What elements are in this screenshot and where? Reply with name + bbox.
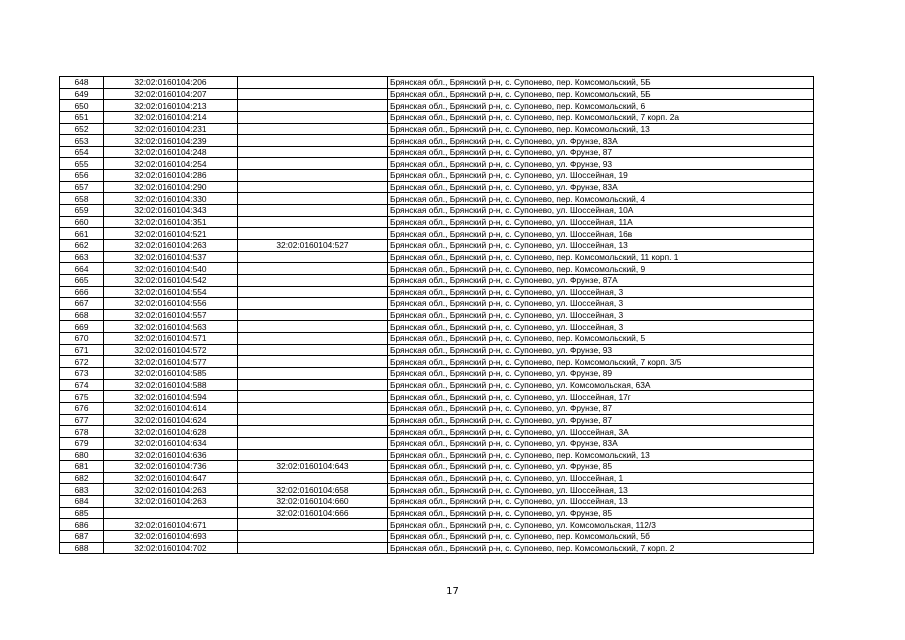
- address-cell: Брянская обл., Брянский р-н, с. Супонево, ул. Шоссейная, 19: [388, 170, 814, 182]
- row-number-cell: 678: [60, 426, 104, 438]
- parent-cadastral-number-cell: [238, 263, 388, 275]
- row-number-cell: 668: [60, 309, 104, 321]
- address-cell: Брянская обл., Брянский р-н, с. Супонево, пер. Комсомольский, 9: [388, 263, 814, 275]
- row-number-cell: 673: [60, 368, 104, 380]
- cadastral-number-cell: 32:02:0160104:594: [104, 391, 238, 403]
- cadastral-number-cell: 32:02:0160104:624: [104, 414, 238, 426]
- cadastral-table: [59, 76, 814, 554]
- table-row: [60, 402, 814, 414]
- row-number-cell: 659: [60, 205, 104, 217]
- address-cell: Брянская обл., Брянский р-н, с. Супонево, пер. Комсомольский, 7 корп. 2: [388, 542, 814, 554]
- cadastral-number-cell: 32:02:0160104:736: [104, 461, 238, 473]
- cadastral-number-cell: 32:02:0160104:693: [104, 530, 238, 542]
- cadastral-number-cell: 32:02:0160104:671: [104, 519, 238, 531]
- address-cell: Брянская обл., Брянский р-н, с. Супонево, ул. Фрунзе, 85: [388, 507, 814, 519]
- address-cell: Брянская обл., Брянский р-н, с. Супонево, пер. Комсомольский, 7 корп. 3/5: [388, 356, 814, 368]
- row-number-cell: 675: [60, 391, 104, 403]
- cadastral-number-cell: 32:02:0160104:213: [104, 100, 238, 112]
- row-number-cell: 656: [60, 170, 104, 182]
- row-number-cell: 679: [60, 437, 104, 449]
- parent-cadastral-number-cell: [238, 309, 388, 321]
- page-number: 17: [446, 586, 459, 597]
- parent-cadastral-number-cell: [238, 170, 388, 182]
- address-cell: Брянская обл., Брянский р-н, с. Супонево, ул. Фрунзе, 93: [388, 158, 814, 170]
- table-row: [60, 333, 814, 345]
- table-row: [60, 216, 814, 228]
- parent-cadastral-number-cell: [238, 146, 388, 158]
- table-row: [60, 77, 814, 89]
- parent-cadastral-number-cell: [238, 519, 388, 531]
- row-number-cell: 676: [60, 402, 104, 414]
- cadastral-number-cell: 32:02:0160104:577: [104, 356, 238, 368]
- address-cell: Брянская обл., Брянский р-н, с. Супонево, ул. Шоссейная, 17г: [388, 391, 814, 403]
- row-number-cell: 658: [60, 193, 104, 205]
- cadastral-number-cell: 32:02:0160104:585: [104, 368, 238, 380]
- address-cell: Брянская обл., Брянский р-н, с. Супонево, ул. Фрунзе, 87А: [388, 274, 814, 286]
- address-cell: Брянская обл., Брянский р-н, с. Супонево, ул. Шоссейная, 3: [388, 298, 814, 310]
- address-cell: Брянская обл., Брянский р-н, с. Супонево, ул. Шоссейная, 10А: [388, 205, 814, 217]
- cadastral-number-cell: 32:02:0160104:634: [104, 437, 238, 449]
- row-number-cell: 688: [60, 542, 104, 554]
- parent-cadastral-number-cell: [238, 402, 388, 414]
- table-row: [60, 263, 814, 275]
- address-cell: Брянская обл., Брянский р-н, с. Супонево, ул. Комсомольская, 63А: [388, 379, 814, 391]
- cadastral-number-cell: 32:02:0160104:263: [104, 484, 238, 496]
- row-number-cell: 652: [60, 123, 104, 135]
- parent-cadastral-number-cell: [238, 123, 388, 135]
- parent-cadastral-number-cell: [238, 391, 388, 403]
- table-row: [60, 135, 814, 147]
- row-number-cell: 669: [60, 321, 104, 333]
- parent-cadastral-number-cell: [238, 77, 388, 89]
- cadastral-number-cell: 32:02:0160104:588: [104, 379, 238, 391]
- table-row: [60, 309, 814, 321]
- address-cell: Брянская обл., Брянский р-н, с. Супонево, ул. Шоссейная, 13: [388, 496, 814, 508]
- address-cell: Брянская обл., Брянский р-н, с. Супонево, ул. Фрунзе, 93: [388, 344, 814, 356]
- address-cell: Брянская обл., Брянский р-н, с. Супонево, ул. Шоссейная, 16в: [388, 228, 814, 240]
- address-cell: Брянская обл., Брянский р-н, с. Супонево, пер. Комсомольский, 5Б: [388, 88, 814, 100]
- row-number-cell: 664: [60, 263, 104, 275]
- parent-cadastral-number-cell: 32:02:0160104:658: [238, 484, 388, 496]
- cadastral-number-cell: 32:02:0160104:263: [104, 239, 238, 251]
- table-row: [60, 391, 814, 403]
- address-cell: Брянская обл., Брянский р-н, с. Супонево, пер. Комсомольский, 11 корп. 1: [388, 251, 814, 263]
- table-row: [60, 239, 814, 251]
- row-number-cell: 667: [60, 298, 104, 310]
- table-row: [60, 298, 814, 310]
- cadastral-number-cell: 32:02:0160104:343: [104, 205, 238, 217]
- cadastral-number-cell: [104, 507, 238, 519]
- cadastral-number-cell: 32:02:0160104:563: [104, 321, 238, 333]
- parent-cadastral-number-cell: 32:02:0160104:643: [238, 461, 388, 473]
- parent-cadastral-number-cell: [238, 251, 388, 263]
- cadastral-number-cell: 32:02:0160104:290: [104, 181, 238, 193]
- table-row: [60, 530, 814, 542]
- table-row: [60, 321, 814, 333]
- address-cell: Брянская обл., Брянский р-н, с. Супонево, ул. Фрунзе, 85: [388, 461, 814, 473]
- address-cell: Брянская обл., Брянский р-н, с. Супонево, пер. Комсомольский, 13: [388, 123, 814, 135]
- row-number-cell: 660: [60, 216, 104, 228]
- cadastral-number-cell: 32:02:0160104:540: [104, 263, 238, 275]
- table-row: [60, 274, 814, 286]
- address-cell: Брянская обл., Брянский р-н, с. Супонево, ул. Фрунзе, 89: [388, 368, 814, 380]
- address-cell: Брянская обл., Брянский р-н, с. Супонево, ул. Шоссейная, 13: [388, 239, 814, 251]
- table-row: [60, 170, 814, 182]
- parent-cadastral-number-cell: [238, 542, 388, 554]
- parent-cadastral-number-cell: [238, 228, 388, 240]
- table-row: [60, 484, 814, 496]
- address-cell: Брянская обл., Брянский р-н, с. Супонево, ул. Шоссейная, 3: [388, 286, 814, 298]
- parent-cadastral-number-cell: 32:02:0160104:527: [238, 239, 388, 251]
- table-row: [60, 507, 814, 519]
- cadastral-number-cell: 32:02:0160104:206: [104, 77, 238, 89]
- cadastral-number-cell: 32:02:0160104:537: [104, 251, 238, 263]
- parent-cadastral-number-cell: [238, 274, 388, 286]
- row-number-cell: 648: [60, 77, 104, 89]
- address-cell: Брянская обл., Брянский р-н, с. Супонево, ул. Фрунзе, 83А: [388, 135, 814, 147]
- row-number-cell: 684: [60, 496, 104, 508]
- row-number-cell: 680: [60, 449, 104, 461]
- row-number-cell: 657: [60, 181, 104, 193]
- table-row: [60, 414, 814, 426]
- parent-cadastral-number-cell: [238, 100, 388, 112]
- address-cell: Брянская обл., Брянский р-н, с. Супонево, ул. Шоссейная, 3А: [388, 426, 814, 438]
- cadastral-number-cell: 32:02:0160104:248: [104, 146, 238, 158]
- row-number-cell: 674: [60, 379, 104, 391]
- table-row: [60, 286, 814, 298]
- row-number-cell: 670: [60, 333, 104, 345]
- address-cell: Брянская обл., Брянский р-н, с. Супонево, пер. Комсомольский, 7 корп. 2а: [388, 111, 814, 123]
- address-cell: Брянская обл., Брянский р-н, с. Супонево, ул. Шоссейная, 3: [388, 321, 814, 333]
- table-row: [60, 461, 814, 473]
- cadastral-number-cell: 32:02:0160104:239: [104, 135, 238, 147]
- address-cell: Брянская обл., Брянский р-н, с. Супонево, ул. Фрунзе, 87: [388, 146, 814, 158]
- row-number-cell: 655: [60, 158, 104, 170]
- parent-cadastral-number-cell: [238, 344, 388, 356]
- parent-cadastral-number-cell: [238, 321, 388, 333]
- cadastral-number-cell: 32:02:0160104:214: [104, 111, 238, 123]
- address-cell: Брянская обл., Брянский р-н, с. Супонево, пер. Комсомольский, 5б: [388, 530, 814, 542]
- table-row: [60, 344, 814, 356]
- cadastral-number-cell: 32:02:0160104:628: [104, 426, 238, 438]
- parent-cadastral-number-cell: [238, 414, 388, 426]
- parent-cadastral-number-cell: [238, 181, 388, 193]
- cadastral-number-cell: 32:02:0160104:521: [104, 228, 238, 240]
- row-number-cell: 650: [60, 100, 104, 112]
- table-row: [60, 251, 814, 263]
- cadastral-number-cell: 32:02:0160104:572: [104, 344, 238, 356]
- address-cell: Брянская обл., Брянский р-н, с. Супонево, ул. Фрунзе, 87: [388, 402, 814, 414]
- row-number-cell: 661: [60, 228, 104, 240]
- table-row: [60, 205, 814, 217]
- parent-cadastral-number-cell: [238, 286, 388, 298]
- cadastral-number-cell: 32:02:0160104:542: [104, 274, 238, 286]
- cadastral-number-cell: 32:02:0160104:254: [104, 158, 238, 170]
- address-cell: Брянская обл., Брянский р-н, с. Супонево, пер. Комсомольский, 13: [388, 449, 814, 461]
- parent-cadastral-number-cell: [238, 379, 388, 391]
- address-cell: Брянская обл., Брянский р-н, с. Супонево, ул. Фрунзе, 83А: [388, 181, 814, 193]
- table-row: [60, 542, 814, 554]
- row-number-cell: 672: [60, 356, 104, 368]
- row-number-cell: 683: [60, 484, 104, 496]
- row-number-cell: 686: [60, 519, 104, 531]
- address-cell: Брянская обл., Брянский р-н, с. Супонево, ул. Фрунзе, 87: [388, 414, 814, 426]
- parent-cadastral-number-cell: [238, 437, 388, 449]
- table-row: [60, 158, 814, 170]
- row-number-cell: 666: [60, 286, 104, 298]
- table-row: [60, 449, 814, 461]
- address-cell: Брянская обл., Брянский р-н, с. Супонево, ул. Шоссейная, 1: [388, 472, 814, 484]
- table-row: [60, 123, 814, 135]
- cadastral-number-cell: 32:02:0160104:263: [104, 496, 238, 508]
- parent-cadastral-number-cell: 32:02:0160104:660: [238, 496, 388, 508]
- parent-cadastral-number-cell: [238, 368, 388, 380]
- table-row: [60, 379, 814, 391]
- address-cell: Брянская обл., Брянский р-н, с. Супонево, ул. Комсомольская, 112/3: [388, 519, 814, 531]
- table-row: [60, 228, 814, 240]
- table-row: [60, 437, 814, 449]
- row-number-cell: 682: [60, 472, 104, 484]
- parent-cadastral-number-cell: [238, 449, 388, 461]
- parent-cadastral-number-cell: [238, 298, 388, 310]
- row-number-cell: 663: [60, 251, 104, 263]
- cadastral-number-cell: 32:02:0160104:647: [104, 472, 238, 484]
- cadastral-number-cell: 32:02:0160104:207: [104, 88, 238, 100]
- cadastral-number-cell: 32:02:0160104:702: [104, 542, 238, 554]
- cadastral-number-cell: 32:02:0160104:571: [104, 333, 238, 345]
- parent-cadastral-number-cell: [238, 530, 388, 542]
- address-cell: Брянская обл., Брянский р-н, с. Супонево, ул. Фрунзе, 83А: [388, 437, 814, 449]
- table-row: [60, 356, 814, 368]
- parent-cadastral-number-cell: 32:02:0160104:666: [238, 507, 388, 519]
- table-row: [60, 181, 814, 193]
- row-number-cell: 649: [60, 88, 104, 100]
- row-number-cell: 665: [60, 274, 104, 286]
- row-number-cell: 654: [60, 146, 104, 158]
- cadastral-number-cell: 32:02:0160104:231: [104, 123, 238, 135]
- table-row: [60, 146, 814, 158]
- address-cell: Брянская обл., Брянский р-н, с. Супонево, пер. Комсомольский, 4: [388, 193, 814, 205]
- address-cell: Брянская обл., Брянский р-н, с. Супонево, пер. Комсомольский, 6: [388, 100, 814, 112]
- row-number-cell: 671: [60, 344, 104, 356]
- address-cell: Брянская обл., Брянский р-н, с. Супонево, пер. Комсомольский, 5Б: [388, 77, 814, 89]
- parent-cadastral-number-cell: [238, 205, 388, 217]
- row-number-cell: 677: [60, 414, 104, 426]
- parent-cadastral-number-cell: [238, 111, 388, 123]
- table-row: [60, 426, 814, 438]
- parent-cadastral-number-cell: [238, 135, 388, 147]
- parent-cadastral-number-cell: [238, 216, 388, 228]
- table-row: [60, 472, 814, 484]
- cadastral-number-cell: 32:02:0160104:286: [104, 170, 238, 182]
- row-number-cell: 687: [60, 530, 104, 542]
- cadastral-number-cell: 32:02:0160104:556: [104, 298, 238, 310]
- row-number-cell: 653: [60, 135, 104, 147]
- address-cell: Брянская обл., Брянский р-н, с. Супонево, ул. Шоссейная, 13: [388, 484, 814, 496]
- cadastral-number-cell: 32:02:0160104:554: [104, 286, 238, 298]
- address-cell: Брянская обл., Брянский р-н, с. Супонево, ул. Шоссейная, 11А: [388, 216, 814, 228]
- row-number-cell: 662: [60, 239, 104, 251]
- parent-cadastral-number-cell: [238, 158, 388, 170]
- table-row: [60, 496, 814, 508]
- cadastral-number-cell: 32:02:0160104:557: [104, 309, 238, 321]
- table-row: [60, 111, 814, 123]
- row-number-cell: 681: [60, 461, 104, 473]
- row-number-cell: 651: [60, 111, 104, 123]
- table-row: [60, 368, 814, 380]
- parent-cadastral-number-cell: [238, 333, 388, 345]
- parent-cadastral-number-cell: [238, 356, 388, 368]
- cadastral-number-cell: 32:02:0160104:636: [104, 449, 238, 461]
- row-number-cell: 685: [60, 507, 104, 519]
- parent-cadastral-number-cell: [238, 88, 388, 100]
- parent-cadastral-number-cell: [238, 426, 388, 438]
- table-row: [60, 519, 814, 531]
- table-row: [60, 88, 814, 100]
- address-cell: Брянская обл., Брянский р-н, с. Супонево, ул. Шоссейная, 3: [388, 309, 814, 321]
- table-row: [60, 100, 814, 112]
- parent-cadastral-number-cell: [238, 472, 388, 484]
- table-row: [60, 193, 814, 205]
- cadastral-number-cell: 32:02:0160104:614: [104, 402, 238, 414]
- address-cell: Брянская обл., Брянский р-н, с. Супонево, пер. Комсомольский, 5: [388, 333, 814, 345]
- cadastral-table-body: [60, 77, 814, 554]
- cadastral-number-cell: 32:02:0160104:351: [104, 216, 238, 228]
- parent-cadastral-number-cell: [238, 193, 388, 205]
- cadastral-number-cell: 32:02:0160104:330: [104, 193, 238, 205]
